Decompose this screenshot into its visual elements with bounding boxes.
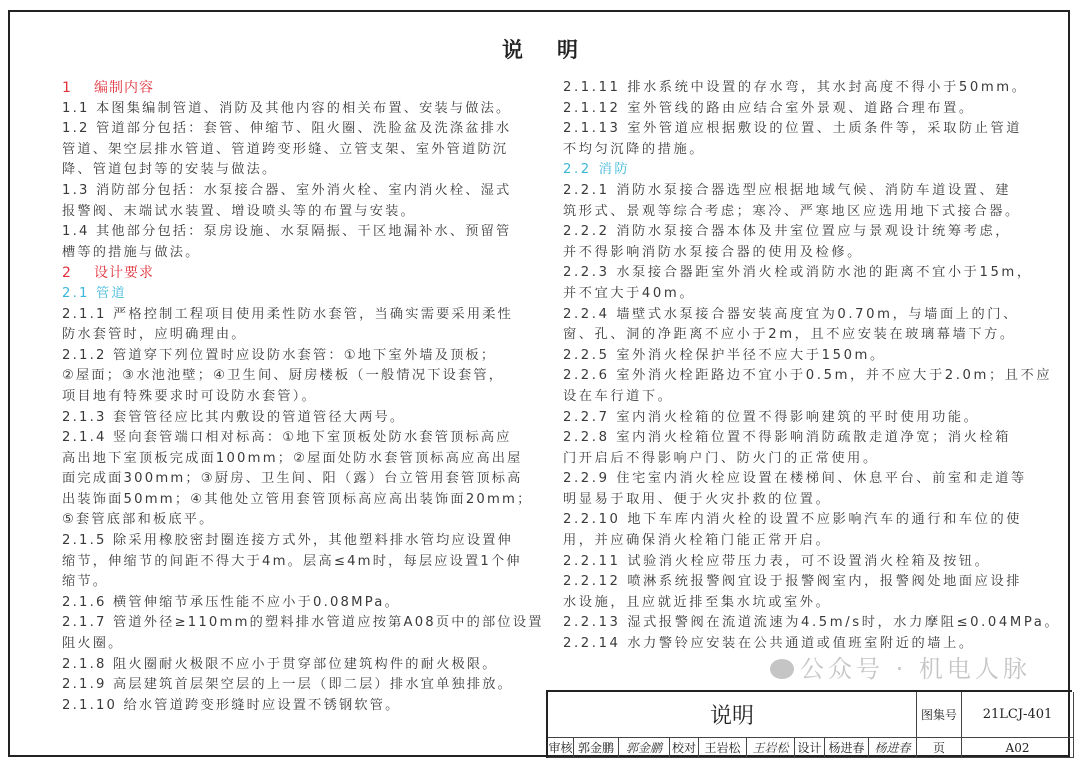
text-line: 1.3 消防部分包括：水泵接合器、室外消火栓、室内消火栓、湿式 [62, 182, 512, 198]
page-title: 说明 [502, 38, 612, 62]
atlas-no: 21LCJ-401 [962, 692, 1074, 738]
text-line: 2.1.3 套管管径应比其内敷设的管道管径大两号。 [62, 409, 406, 425]
text-line: 2.2.1 消防水泵接合器选型应根据地域气候、消防车道设置、建 [563, 182, 1012, 198]
sheet-title: 说明 [548, 692, 917, 738]
text-line: 并不宜大于40m。 [563, 285, 696, 301]
text-line: 2.2.7 室内消火栓箱的位置不得影响建筑的平时使用功能。 [563, 409, 980, 425]
text-line: 设在车行道下。 [563, 388, 674, 404]
text-line: 2.2.10 地下车库内消火栓的设置不应影响汽车的通行和车位的使 [563, 512, 1023, 528]
designer-signature: 杨进春 [869, 738, 917, 758]
text-line: 降、管道包封等的安装与做法。 [62, 162, 278, 178]
section-heading: 2.2 消防 [563, 162, 631, 178]
text-line: 门开启后不得影响户门、防火门的正常使用。 [563, 450, 879, 466]
text-line: 2.1.9 高层建筑首层架空层的上一层（即二层）排水宜单独排放。 [62, 677, 514, 693]
text-line: 高出地下室顶板完成面100mm；②屋面处防水套管顶标高应高出屋 [62, 450, 523, 466]
text-line: 2.2.4 墙壁式水泵接合器安装高度宜为0.70m，与墙面上的门、 [563, 306, 1019, 322]
section-number: 2 [62, 265, 72, 282]
text-line: 2.2.14 水力警铃应安装在公共通道或值班室附近的墙上。 [563, 636, 975, 652]
text-line: 槽等的措施与做法。 [62, 244, 201, 260]
text-line: 防水套管时，应明确理由。 [62, 327, 247, 343]
text-line: ⑤套管底部和板底平。 [62, 512, 215, 528]
text-line: 2.1.6 横管伸缩节承压性能不应小于0.08MPa。 [62, 594, 400, 610]
page-label: 页 [917, 738, 962, 758]
section-title: 设计要求 [94, 265, 154, 282]
checker-signature: 王岩松 [747, 738, 795, 758]
text-line: 缩节。 [62, 574, 109, 590]
atlas-no-label: 图集号 [917, 692, 962, 738]
text-line: 不均匀沉降的措施。 [563, 141, 706, 157]
text-line: 2.1.1 严格控制工程项目使用柔性防水套管，当确实需要采用柔性 [62, 306, 514, 322]
text-line: 窗、孔、洞的净距离不应小于2m，且不应安装在玻璃幕墙下方。 [563, 327, 1016, 343]
text-line: 1.4 其他部分包括：泵房设施、水泵隔振、干区地漏补水、预留管 [62, 224, 512, 240]
text-line: ②屋面；③水池池壁；④卫生间、厨房楼板（一般情况下设套管， [62, 368, 505, 384]
text-line: 2.1.8 阻火圈耐火极限不应小于贯穿部位建筑构件的耐火极限。 [62, 656, 498, 672]
title-block [546, 690, 1072, 758]
text-line: 报警阀、末端试水装置、增设喷头等的布置与安装。 [62, 203, 416, 219]
left-column [62, 78, 544, 716]
text-line: 2.1.13 室外管道应根据敷设的位置、土质条件等，采取防止管道 [563, 121, 1023, 137]
checker-name: 王岩松 [699, 738, 747, 758]
text-line: 2.1.11 排水系统中设置的存水弯，其水封高度不得小于50mm。 [563, 80, 1028, 95]
text-line: 1.2 管道部分包括：套管、伸缩节、阻火圈、洗脸盆及洗涤盆排水 [62, 121, 512, 137]
design-label: 设计 [795, 738, 825, 758]
reviewer-signature: 郭金鹏 [619, 738, 670, 758]
text-line: 2.2.2 消防水泵接合器本体及井室位置应与景观设计统筹考虑， [563, 224, 1012, 240]
text-line: 2.1.10 给水管道跨变形缝时应设置不锈钢软管。 [62, 697, 401, 713]
text-line: 阻火圈。 [62, 636, 124, 652]
text-line: 筑形式、景观等综合考虑；寒冷、严寒地区应选用地下式接合器。 [563, 203, 1021, 219]
wechat-icon [770, 659, 794, 679]
text-line: 2.2.6 室外消火栓距路边不宜小于0.5m，并不应大于2.0m；且不应 [563, 368, 1053, 384]
text-line: 水设施，且应就近排至集水坑或室外。 [563, 594, 832, 610]
section-title: 编制内容 [94, 80, 154, 96]
text-line: 2.2.9 住宅室内消火栓应设置在楼梯间、休息平台、前室和走道等 [563, 471, 1027, 487]
designer-name: 杨进春 [825, 738, 869, 758]
section-heading: 2.1 管道 [62, 285, 127, 301]
text-line: 2.2.8 室内消火栓箱位置不得影响消防疏散走道净宽；消火栓箱 [563, 430, 1012, 446]
text-line: 1.1 本图集编制管道、消防及其他内容的相关布置、安装与做法。 [62, 100, 512, 116]
watermark: 公众号 · 机电人脉 [800, 655, 1031, 683]
text-line: 面完成面300mm；③厨房、卫生间、阳（露）台立管用套管顶标高 [62, 471, 523, 487]
check-label: 校对 [670, 738, 699, 758]
reviewer-name: 郭金鹏 [574, 738, 619, 758]
review-label: 审核 [548, 738, 574, 758]
text-line: 2.2.11 试验消火栓应带压力表，可不设置消火栓箱及按钮。 [563, 553, 991, 569]
text-line: 出装饰面50mm；④其他处立管用套管顶标高应高出装饰面20mm； [62, 491, 533, 507]
right-column [563, 78, 1060, 655]
text-line: 2.1.5 除采用橡胶密封圈连接方式外，其他塑料排水管均应设置伸 [62, 533, 514, 549]
section-heading [62, 263, 544, 284]
text-line: 用，并应确保消火栓箱门能正常开启。 [563, 533, 832, 549]
text-line: 2.2.12 喷淋系统报警阀宜设于报警阀室内，报警阀处地面应设排 [563, 574, 1023, 590]
text-line: 2.1.7 管道外径≥110mm的塑料排水管道应按第A08页中的部位设置 [62, 615, 544, 631]
text-line: 并不得影响消防水泵接合器的使用及检修。 [563, 244, 863, 260]
page-number: A02 [962, 738, 1074, 758]
text-line: 2.2.5 室外消火栓保护半径不应大于150m。 [563, 347, 886, 363]
text-line: 2.1.4 竖向套管端口相对标高：①地下室顶板处防水套管顶标高应 [62, 430, 512, 446]
text-line: 2.1.2 管道穿下列位置时应设防水套管：①地下室外墙及顶板； [62, 347, 497, 363]
text-line: 项目地有特殊要求时可设防水套管）。 [62, 388, 317, 404]
section-number: 1 [62, 80, 72, 96]
text-line: 2.2.13 湿式报警阀在流道流速为4.5m/s时，水力摩阻≤0.04MPa。 [563, 615, 1061, 631]
text-line: 2.1.12 室外管线的路由应结合室外景观、道路合理布置。 [563, 100, 975, 116]
text-line: 2.2.3 水泵接合器距室外消火栓或消防水池的距离不宜小于15m， [563, 265, 1033, 281]
text-line: 管道、架空层排水管道、管道跨变形缝、立管支架、室外管道防沉 [62, 141, 509, 157]
text-line: 缩节，伸缩节的间距不得大于4m。层高≤4m时，每层应设置1个伸 [62, 553, 522, 569]
section-heading [62, 78, 544, 99]
text-line: 明显易于取用、便于火灾扑救的位置。 [563, 491, 832, 507]
